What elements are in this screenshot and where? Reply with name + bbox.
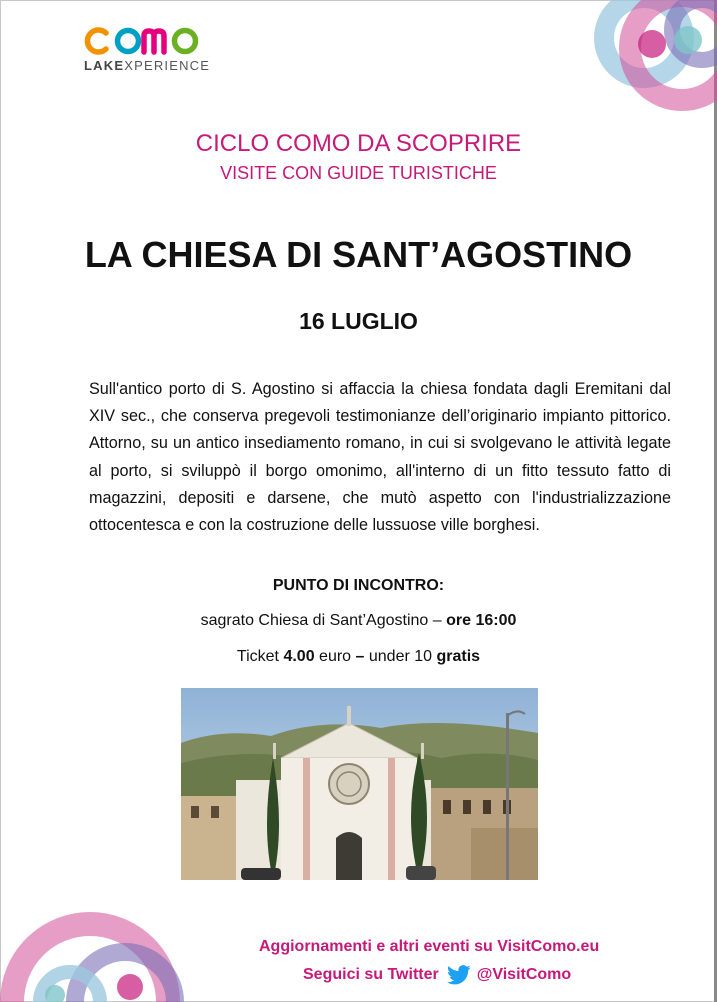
event-date: 16 LUGLIO (299, 308, 418, 334)
meeting-place: sagrato Chiesa di Sant’Agostino (200, 612, 429, 629)
decorative-circles-bottom-left (0, 907, 190, 1002)
meeting-point-label: PUNTO DI INCONTRO: (272, 577, 445, 594)
series-title: CICLO COMO DA SCOPRIRE (195, 130, 522, 157)
meeting-point-details (0, 612, 717, 630)
event-title: LA CHIESA DI SANT’AGOSTINO (84, 234, 633, 275)
logo-como-icon (84, 27, 210, 55)
decorative-circles-top-right (582, 0, 717, 125)
meeting-separator: – (428, 612, 447, 629)
ticket-price: 4.00 (283, 648, 315, 665)
footer-twitter (303, 965, 571, 985)
ticket-info: Ticket 4.00 euro – under 10 gratis (236, 648, 481, 665)
logo-subtitle: LAKEXPERIENCE (84, 58, 211, 73)
logo-wordmark (84, 26, 210, 56)
meeting-time: ore 16:00 (446, 612, 517, 629)
twitter-bird-icon[interactable] (447, 965, 471, 985)
church-photo (181, 688, 538, 880)
event-description: Sull'antico porto di S. Agostino si affaccia la chiesa fondata dagli Eremitani dal XIV sec., che conserva pregevoli testimonianze dell’originario impianto pittorico. Attorno, su un antico insediamento romano, in cui si svolgevano le attività legate al porto, si sviluppò il borgo omonimo, all'interno di un fitto tessuto fatto di magazzini, depositi e darsene, che mutò aspetto con l'industrializzazione ottocentesca e con la costruzione delle lussuose ville borghesi. (89, 380, 671, 535)
ticket-free: gratis (436, 648, 481, 665)
footer-twitter-handle[interactable]: @VisitComo (476, 966, 572, 983)
footer-updates-text: Aggiornamenti e altri eventi su VisitComo.eu (259, 938, 600, 955)
footer-twitter-prefix: Seguici su Twitter (303, 966, 439, 983)
como-lakexperience-logo (84, 26, 210, 73)
series-subtitle: VISITE CON GUIDE TURISTICHE (220, 163, 497, 183)
